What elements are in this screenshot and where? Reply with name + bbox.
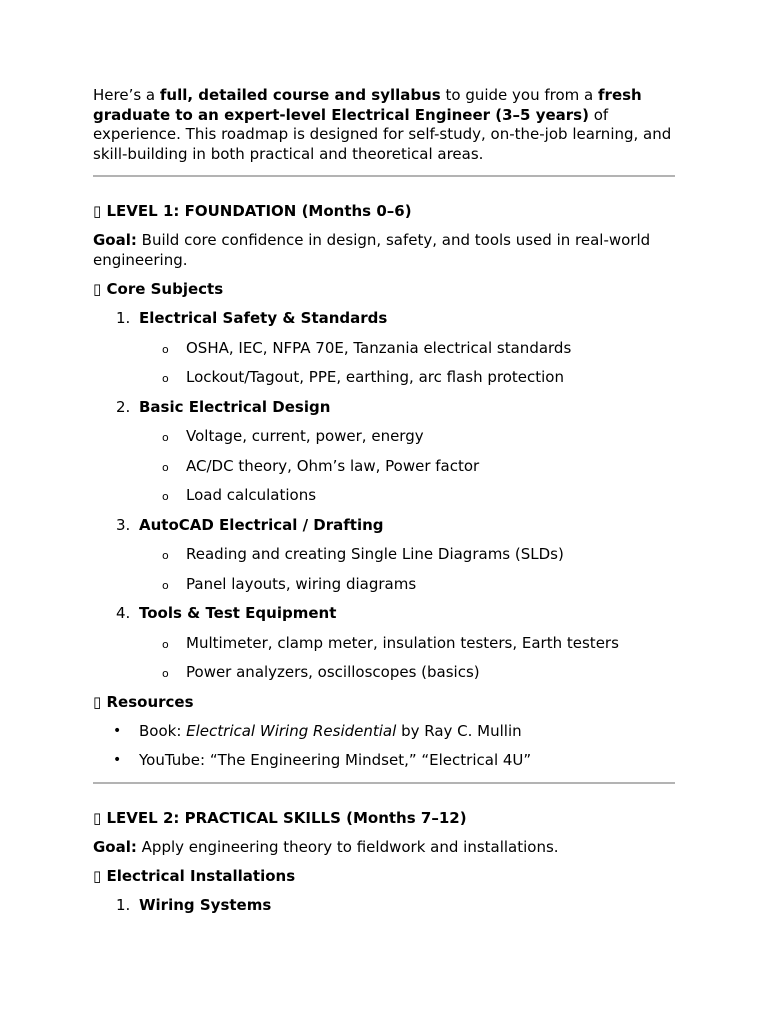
sub-item-text: Lockout/Tagout, PPE, earthing, arc flash protection [186, 368, 564, 386]
horizontal-rule [93, 175, 675, 177]
sub-item [93, 368, 675, 388]
sub-item [93, 545, 675, 565]
missing-glyph-icon: ▯ [93, 692, 102, 711]
installations-title: Electrical Installations [106, 867, 296, 885]
sub-item-text: Power analyzers, oscilloscopes (basics) [186, 663, 480, 681]
intro-text-3: of experience. This roadmap is designed for self-study, on-the-job learning, and skill-building in both practical and theoretical areas. [93, 105, 672, 163]
list-number: 4. [116, 604, 131, 622]
sub-item [93, 663, 675, 683]
subject-item [93, 604, 675, 624]
list-number: 1. [116, 309, 131, 327]
level2-heading [93, 809, 675, 828]
book-title: Electrical Wiring Residential [186, 721, 397, 740]
missing-glyph-icon: ▯ [93, 867, 102, 885]
goal-label: Goal: [93, 837, 137, 856]
sub-item-text: OSHA, IEC, NFPA 70E, Tanzania electrical standards [186, 338, 572, 357]
sub-item-text: AC/DC theory, Ohm’s law, Power factor [186, 456, 480, 475]
intro-bold-2: fresh graduate to an expert-level Electrical Engineer (3–5 years) [93, 86, 642, 124]
resources-heading [93, 693, 675, 712]
resources-title: Resources [106, 692, 194, 711]
circle-bullet-icon: o [162, 372, 169, 385]
level2-title: LEVEL 2: PRACTICAL SKILLS (Months 7–12) [106, 808, 467, 827]
subject-title: Basic Electrical Design [139, 397, 331, 416]
intro-text-2: to guide you from a [440, 86, 599, 104]
circle-bullet-icon: o [162, 460, 169, 474]
level2-goal [93, 838, 675, 858]
list-number: 2. [116, 397, 131, 416]
circle-bullet-icon: o [162, 490, 169, 503]
sub-item [93, 339, 675, 359]
sub-item-text: Voltage, current, power, energy [186, 427, 424, 445]
level1-goal [93, 231, 675, 270]
sub-item [93, 457, 675, 477]
sub-item [93, 486, 675, 506]
dot-bullet-icon: • [113, 722, 122, 739]
missing-glyph-icon: ▯ [93, 280, 102, 298]
subject-item [93, 896, 675, 916]
core-subjects-list [93, 309, 675, 683]
subject-title: Electrical Safety & Standards [139, 309, 388, 327]
circle-bullet-icon: o [162, 342, 169, 356]
sub-item-text: Load calculations [186, 486, 317, 504]
circle-bullet-icon: o [162, 637, 169, 651]
dot-bullet-icon: • [113, 752, 122, 768]
goal-label: Goal: [93, 231, 137, 249]
sub-item-text: Panel layouts, wiring diagrams [186, 574, 417, 593]
list-number: 1. [116, 896, 131, 914]
sub-item [93, 634, 675, 654]
subject-title: AutoCAD Electrical / Drafting [139, 515, 384, 534]
intro-text-1: Here’s a [93, 86, 160, 104]
sub-item-text: Reading and creating Single Line Diagrams (SLDs) [186, 545, 564, 563]
resources-list [93, 722, 675, 771]
book-label: Book: [139, 721, 187, 740]
intro-paragraph [93, 86, 675, 164]
resource-item [93, 751, 675, 771]
circle-bullet-icon: o [162, 667, 169, 680]
sub-item [93, 427, 675, 447]
installations-list [93, 896, 675, 916]
subject-item [93, 516, 675, 536]
document-content [93, 86, 675, 916]
goal-text: Build core confidence in design, safety, and tools used in real-world engineering. [93, 231, 651, 269]
intro-bold-1: full, detailed course and syllabus [159, 86, 441, 104]
subject-item [93, 398, 675, 418]
sub-item [93, 575, 675, 595]
youtube-resource: YouTube: “The Engineering Mindset,” “Electrical 4U” [139, 751, 532, 769]
sub-item-text: Multimeter, clamp meter, insulation testers, Earth testers [186, 633, 619, 652]
horizontal-rule [93, 782, 675, 784]
subject-title: Tools & Test Equipment [139, 604, 337, 622]
circle-bullet-icon: o [162, 431, 169, 444]
resource-item [93, 722, 675, 742]
missing-glyph-icon: ▯ [93, 202, 102, 220]
subject-item [93, 309, 675, 329]
level1-title: LEVEL 1: FOUNDATION (Months 0–6) [106, 202, 412, 220]
level1-heading [93, 202, 675, 221]
book-author: by Ray C. Mullin [396, 721, 522, 740]
goal-text: Apply engineering theory to fieldwork and installations. [136, 837, 559, 856]
circle-bullet-icon: o [162, 549, 169, 562]
list-number: 3. [116, 515, 131, 534]
core-subjects-heading [93, 280, 675, 299]
circle-bullet-icon: o [162, 578, 169, 592]
core-subjects-title: Core Subjects [106, 280, 224, 298]
subject-title: Wiring Systems [139, 896, 272, 914]
installations-heading [93, 867, 675, 886]
missing-glyph-icon: ▯ [93, 808, 102, 827]
